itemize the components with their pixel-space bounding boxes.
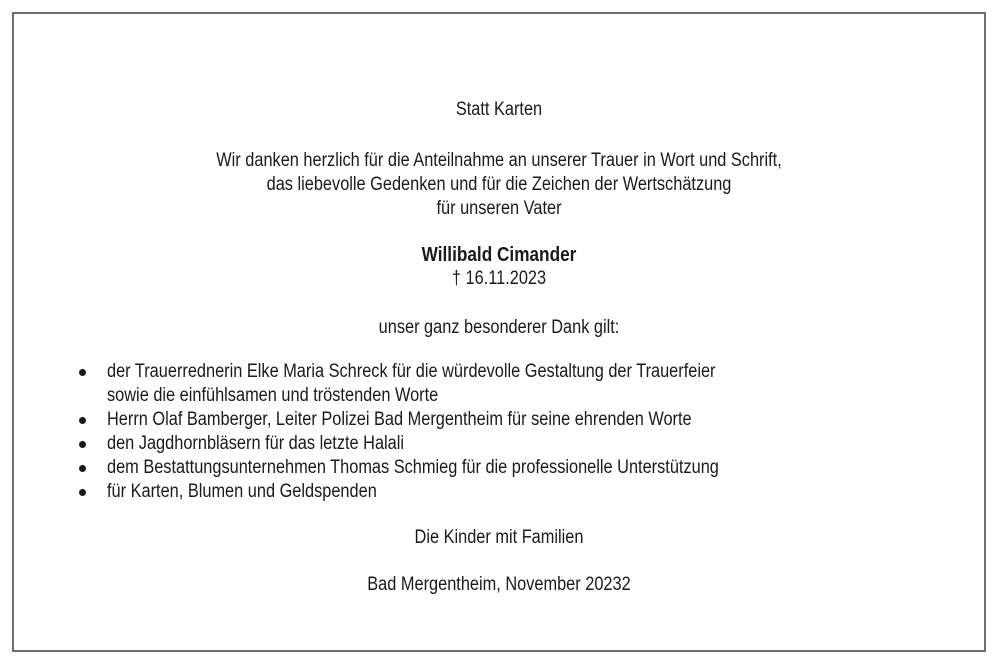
list-item-text: für Karten, Blumen und Geldspenden bbox=[107, 481, 377, 502]
list-item bbox=[79, 480, 819, 504]
list-item-text: den Jagdhornbläsern für das letzte Halali bbox=[107, 433, 405, 454]
list-item-text-continued: sowie die einfühlsamen und tröstenden Worte bbox=[107, 385, 439, 406]
place-date: Bad Mergentheim, November 20232 bbox=[367, 574, 631, 595]
signature: Die Kinder mit Familien bbox=[414, 527, 584, 548]
bullet-icon bbox=[79, 369, 86, 376]
list-item-text: der Trauerrednerin Elke Maria Schreck für die würdevolle Gestaltung der Trauerfeier bbox=[107, 361, 716, 382]
list-item-text: dem Bestattungsunternehmen Thomas Schmieg für die professionelle Unterstützung bbox=[107, 457, 719, 478]
bullet-icon bbox=[79, 441, 86, 448]
list-item bbox=[79, 456, 819, 480]
bullet-icon bbox=[79, 465, 86, 472]
thanks-line-1: Wir danken herzlich für die Anteilnahme an unserer Trauer in Wort und Schrift, bbox=[216, 150, 782, 171]
list-item bbox=[79, 408, 819, 432]
thanks-line-3: für unseren Vater bbox=[436, 198, 562, 219]
obituary-thanks-notice bbox=[12, 12, 986, 652]
list-item bbox=[79, 432, 819, 456]
death-date: † 16.11.2023 bbox=[451, 268, 547, 289]
thanks-line-2: das liebevolle Gedenken und für die Zeichen der Wertschätzung bbox=[266, 174, 732, 195]
list-item-text: Herrn Olaf Bamberger, Leiter Polizei Bad Mergentheim für seine ehrenden Worte bbox=[107, 409, 692, 430]
thanks-list bbox=[79, 360, 819, 504]
deceased-name: Willibald Cimander bbox=[421, 244, 577, 266]
bullet-icon bbox=[79, 417, 86, 424]
special-thanks-intro: unser ganz besonderer Dank gilt: bbox=[378, 317, 620, 338]
list-item bbox=[79, 360, 819, 408]
bullet-icon bbox=[79, 489, 86, 496]
heading: Statt Karten bbox=[455, 99, 543, 120]
